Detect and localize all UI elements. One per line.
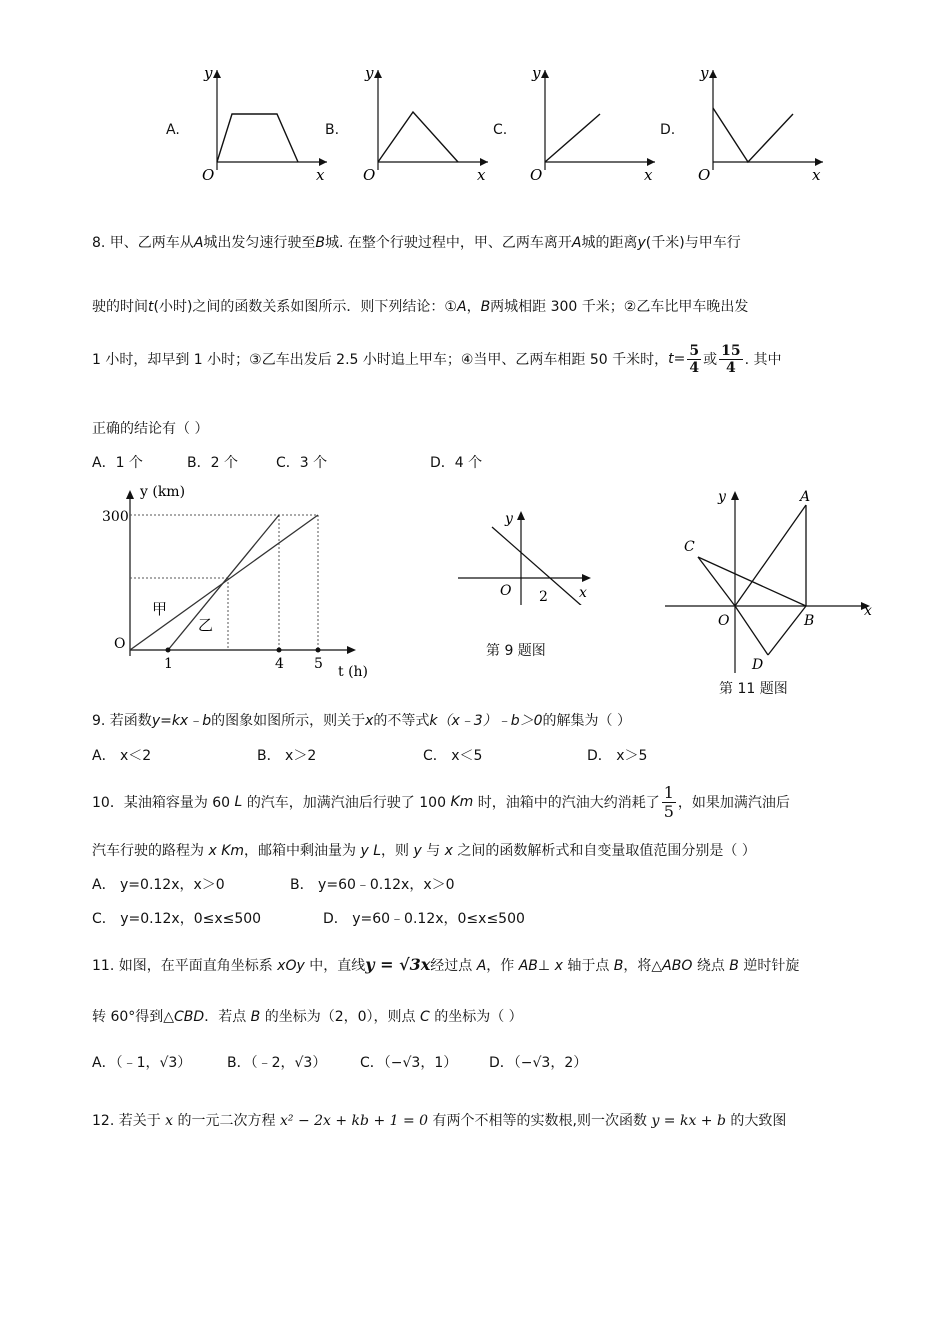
fig9-two: 2 bbox=[539, 589, 548, 605]
q10-option-a: A． y=0.12x，x＞0 bbox=[92, 877, 225, 893]
q9-option-a: A． x＜2 bbox=[92, 748, 152, 764]
line-equation: y = √3x bbox=[365, 955, 431, 974]
q9-option-c: C． x＜5 bbox=[423, 748, 483, 764]
fig8-jia: 甲 bbox=[152, 600, 168, 618]
q10-line-1: 10．某油箱容量为 60 L 的汽车，加满汽油后行驶了 100 Km 时，油箱中的汽油大约消耗了 $\frac{1}{5}$ ，如果加满汽油后 bbox=[92, 782, 790, 821]
fig11-x: x bbox=[864, 603, 872, 619]
axis-x: x bbox=[644, 166, 653, 184]
quadratic-equation: x² − 2x + kb + 1 = 0 bbox=[279, 1113, 429, 1129]
option-label-b: B. bbox=[325, 122, 340, 138]
axis-y: y bbox=[532, 64, 541, 82]
fraction-15-4: $\frac{15}{4}$ bbox=[721, 342, 741, 376]
axis-x: x bbox=[316, 166, 325, 184]
q11-option-b: B．（﹣2，√3） bbox=[227, 1055, 327, 1071]
fig11-o: O bbox=[718, 613, 730, 629]
fig8-t4: 4 bbox=[275, 656, 284, 672]
linear-function: y = kx + b bbox=[651, 1113, 726, 1129]
q11-line-1: 11. 如图，在平面直角坐标系 xOy 中，直线y = √3x经过点 A，作 AB⊥ x 轴于点 B，将△ABO 绕点 B 逆时针旋 bbox=[92, 955, 800, 974]
q8-option-c: C．3 个 bbox=[276, 455, 328, 471]
axis-y: y bbox=[204, 64, 213, 82]
q11-line-2: 转 60°得到△CBD．若点 B 的坐标为（2，0），则点 C 的坐标为（ ） bbox=[92, 1009, 523, 1025]
q8-option-b: B．2 个 bbox=[187, 455, 238, 471]
q10-option-b: B． y=60﹣0.12x，x＞0 bbox=[290, 877, 455, 893]
figure-q8-graph bbox=[92, 478, 392, 688]
origin: O bbox=[202, 166, 215, 184]
q8-option-a: A．1 个 bbox=[92, 455, 143, 471]
q8-line-4: 正确的结论有（ ） bbox=[92, 421, 209, 437]
option-label-c: C. bbox=[493, 122, 508, 138]
axis-y: y bbox=[700, 64, 709, 82]
fig8-origin: O bbox=[114, 636, 126, 652]
q8-line-3: 1 小时，却早到 1 小时；③乙车出发后 2.5 小时追上甲车；④当甲、乙两车相距 50 千米时， t = $\frac{5}{4}$ 或 $\frac{15}{4}$ . 其中 bbox=[92, 342, 782, 376]
q9-option-b: B． x＞2 bbox=[257, 748, 317, 764]
option-label-d: D. bbox=[660, 122, 676, 138]
graph-option-c bbox=[520, 62, 660, 186]
q8-option-d: D．4 个 bbox=[430, 455, 483, 471]
fig8-t1: 1 bbox=[164, 656, 173, 672]
q10-option-d: D． y=60﹣0.12x，0≤x≤500 bbox=[323, 911, 525, 927]
q8-line-2: 驶的时间t(小时)之间的函数关系如图所示．则下列结论：①A，B两城相距 300 千米；②乙车比甲车晚出发 bbox=[92, 299, 749, 315]
fig8-xlabel: t (h) bbox=[338, 664, 369, 680]
axis-y: y bbox=[365, 64, 374, 82]
q8-line-1: 8. 甲、乙两车从A城出发匀速行驶至B城. 在整个行驶过程中，甲、乙两车离开A城的距离y(千米)与甲车行 bbox=[92, 235, 741, 251]
q9-stem: 9. 若函数y=kx﹣b的图象如图所示，则关于x的不等式k（x﹣3）﹣b＞0的解集为（ ） bbox=[92, 713, 631, 729]
fraction-1-5: $\frac{1}{5}$ bbox=[663, 782, 674, 821]
fig9-origin: O bbox=[500, 583, 512, 599]
figure-q9-graph bbox=[455, 505, 595, 605]
q11-option-d: D．（−√3，2） bbox=[489, 1055, 588, 1071]
fig11-a: A bbox=[800, 489, 811, 505]
fig9-caption: 第 9 题图 bbox=[486, 643, 546, 659]
fig8-ylabel: y (km) bbox=[140, 484, 186, 500]
fig8-yi: 乙 bbox=[198, 616, 214, 634]
q12-line-1: 12. 若关于 x 的一元二次方程 x² − 2x + kb + 1 = 0 有两个不相等的实数根,则一次函数 y = kx + b 的大致图 bbox=[92, 1113, 787, 1129]
q10-line-2: 汽车行驶的路程为 x Km，邮箱中剩油量为 y L，则 y 与 x 之间的函数解析式和自变量取值范围分别是（ ） bbox=[92, 843, 756, 859]
fig9-y: y bbox=[505, 511, 513, 527]
fig8-t5: 5 bbox=[314, 656, 323, 672]
q11-option-a: A．（﹣1，√3） bbox=[92, 1055, 192, 1071]
q9-option-d: D． x＞5 bbox=[587, 748, 648, 764]
origin: O bbox=[363, 166, 376, 184]
option-label-a: A. bbox=[166, 122, 180, 138]
fig8-y300: 300 bbox=[102, 509, 129, 525]
figure-q11-graph bbox=[660, 485, 880, 675]
origin: O bbox=[530, 166, 543, 184]
fig11-caption: 第 11 题图 bbox=[719, 681, 788, 697]
fig11-y: y bbox=[718, 489, 726, 505]
fig11-c: C bbox=[684, 539, 695, 555]
q11-option-c: C．（−√3，1） bbox=[360, 1055, 458, 1071]
q10-option-c: C． y=0.12x，0≤x≤500 bbox=[92, 911, 262, 927]
axis-x: x bbox=[812, 166, 821, 184]
fraction-5-4: $\frac{5}{4}$ bbox=[689, 342, 700, 376]
fig9-x: x bbox=[579, 585, 587, 601]
origin: O bbox=[698, 166, 711, 184]
graph-option-b bbox=[353, 62, 493, 186]
fig11-d: D bbox=[752, 657, 764, 673]
fig11-b: B bbox=[804, 613, 815, 629]
axis-x: x bbox=[477, 166, 486, 184]
graph-option-a bbox=[192, 62, 332, 186]
graph-option-d bbox=[688, 62, 828, 186]
